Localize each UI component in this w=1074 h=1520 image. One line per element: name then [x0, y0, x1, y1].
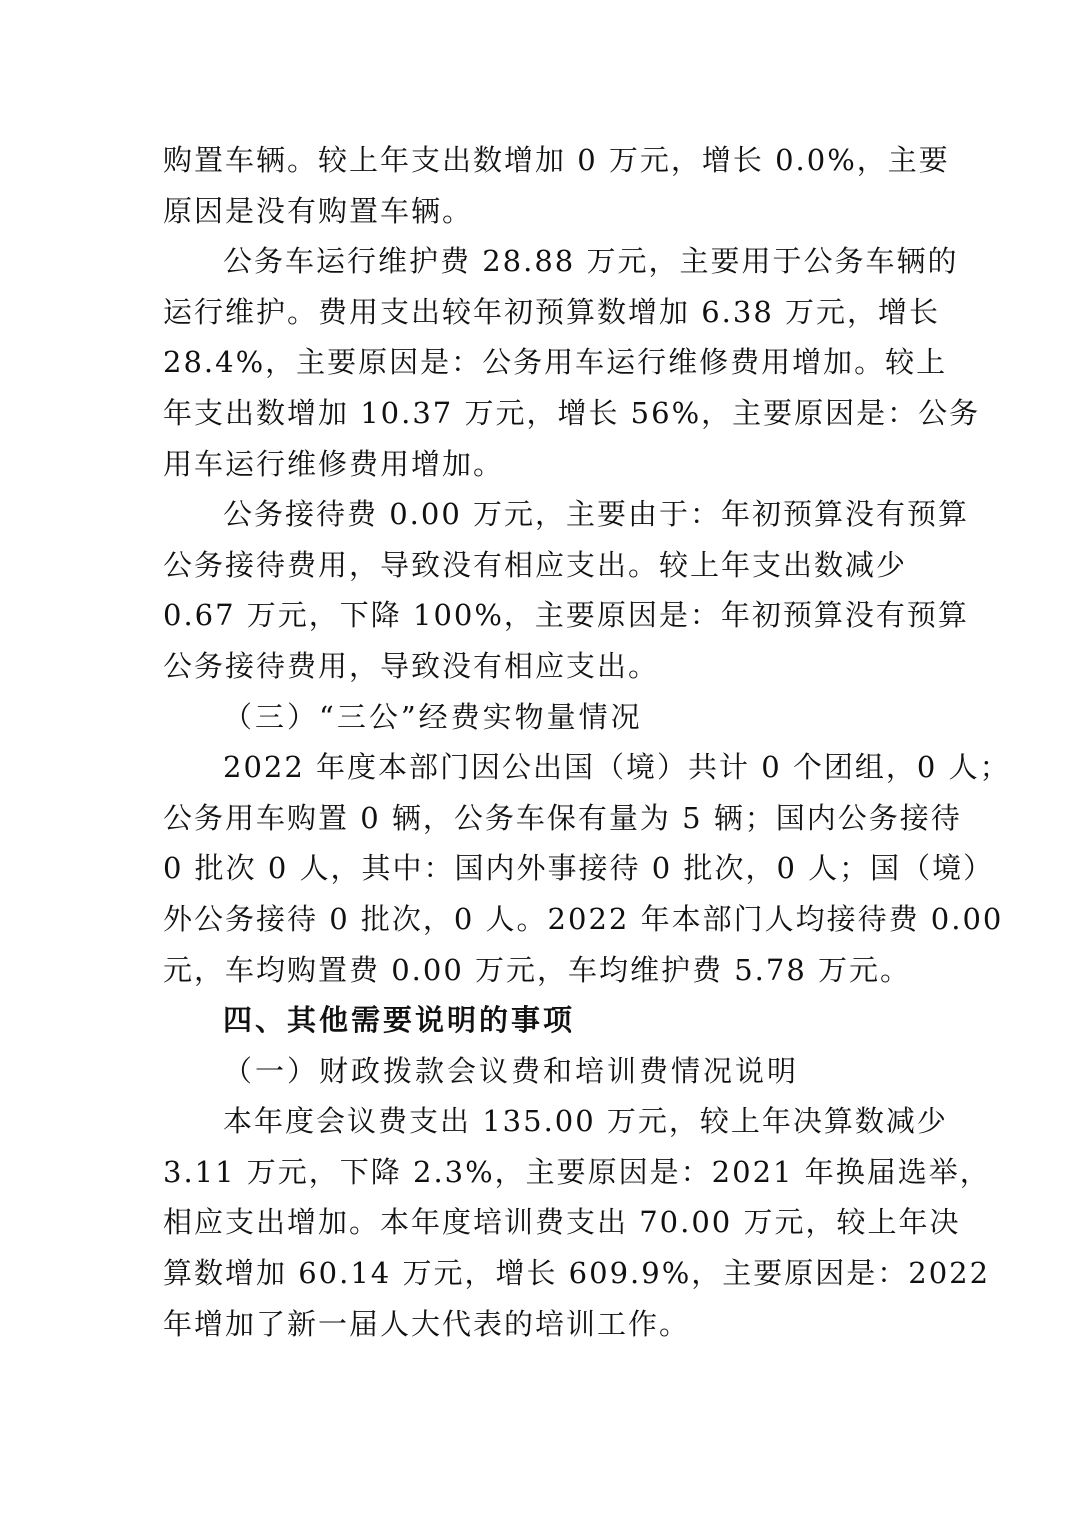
text-line: 0.67 万元，下降 100%，主要原因是：年初预算没有预算 [163, 598, 969, 633]
text-line: 相应支出增加。本年度培训费支出 70.00 万元，较上年决 [163, 1205, 961, 1240]
text-line: 购置车辆。较上年支出数增加 0 万元，增长 0.0%，主要 [163, 143, 950, 177]
text-line: 年增加了新一届人大代表的培训工作。 [163, 1306, 691, 1341]
paragraph-start-line: 2022 年度本部门因公出国（境）共计 0 个团组，0 人； [223, 750, 1011, 785]
paragraph-start-line: 本年度会议费支出 135.00 万元，较上年决算数减少 [223, 1104, 948, 1139]
section-subheading: （三）“三公”经费实物量情况 [223, 699, 643, 734]
text-line: 运行维护。费用支出较年初预算数增加 6.38 万元，增长 [163, 294, 941, 329]
document-page [163, 135, 1011, 1349]
paragraph-start-line: 公务接待费 0.00 万元，主要由于：年初预算没有预算 [223, 497, 970, 532]
section-heading: 四、其他需要说明的事项 [223, 1003, 576, 1038]
text-line: 元，车均购置费 0.00 万元，车均维护费 5.78 万元。 [163, 952, 912, 987]
text-line: 公务用车购置 0 辆，公务车保有量为 5 辆；国内公务接待 [163, 800, 962, 835]
text-line: 年支出数增加 10.37 万元，增长 56%，主要原因是：公务 [163, 395, 981, 430]
text-line: 算数增加 60.14 万元，增长 609.9%，主要原因是：2022 [163, 1256, 991, 1291]
text-line: 原因是没有购置车辆。 [163, 193, 474, 228]
text-line: 用车运行维修费用增加。 [163, 446, 505, 481]
paragraph-start-line: 公务车运行维护费 28.88 万元，主要用于公务车辆的 [223, 244, 959, 279]
section-subheading: （一）财政拨款会议费和培训费情况说明 [223, 1053, 800, 1088]
text-line: 外公务接待 0 批次，0 人。2022 年本部门人均接待费 0.00 [163, 901, 1004, 936]
text-line: 3.11 万元，下降 2.3%，主要原因是：2021 年换届选举， [163, 1154, 991, 1189]
text-line: 0 批次 0 人，其中：国内外事接待 0 批次，0 人；国（境） [163, 851, 995, 886]
text-line: 28.4%，主要原因是：公务用车运行维修费用增加。较上 [163, 345, 948, 380]
text-line: 公务接待费用，导致没有相应支出。 [163, 648, 660, 683]
text-line: 公务接待费用，导致没有相应支出。较上年支出数减少 [163, 547, 908, 582]
